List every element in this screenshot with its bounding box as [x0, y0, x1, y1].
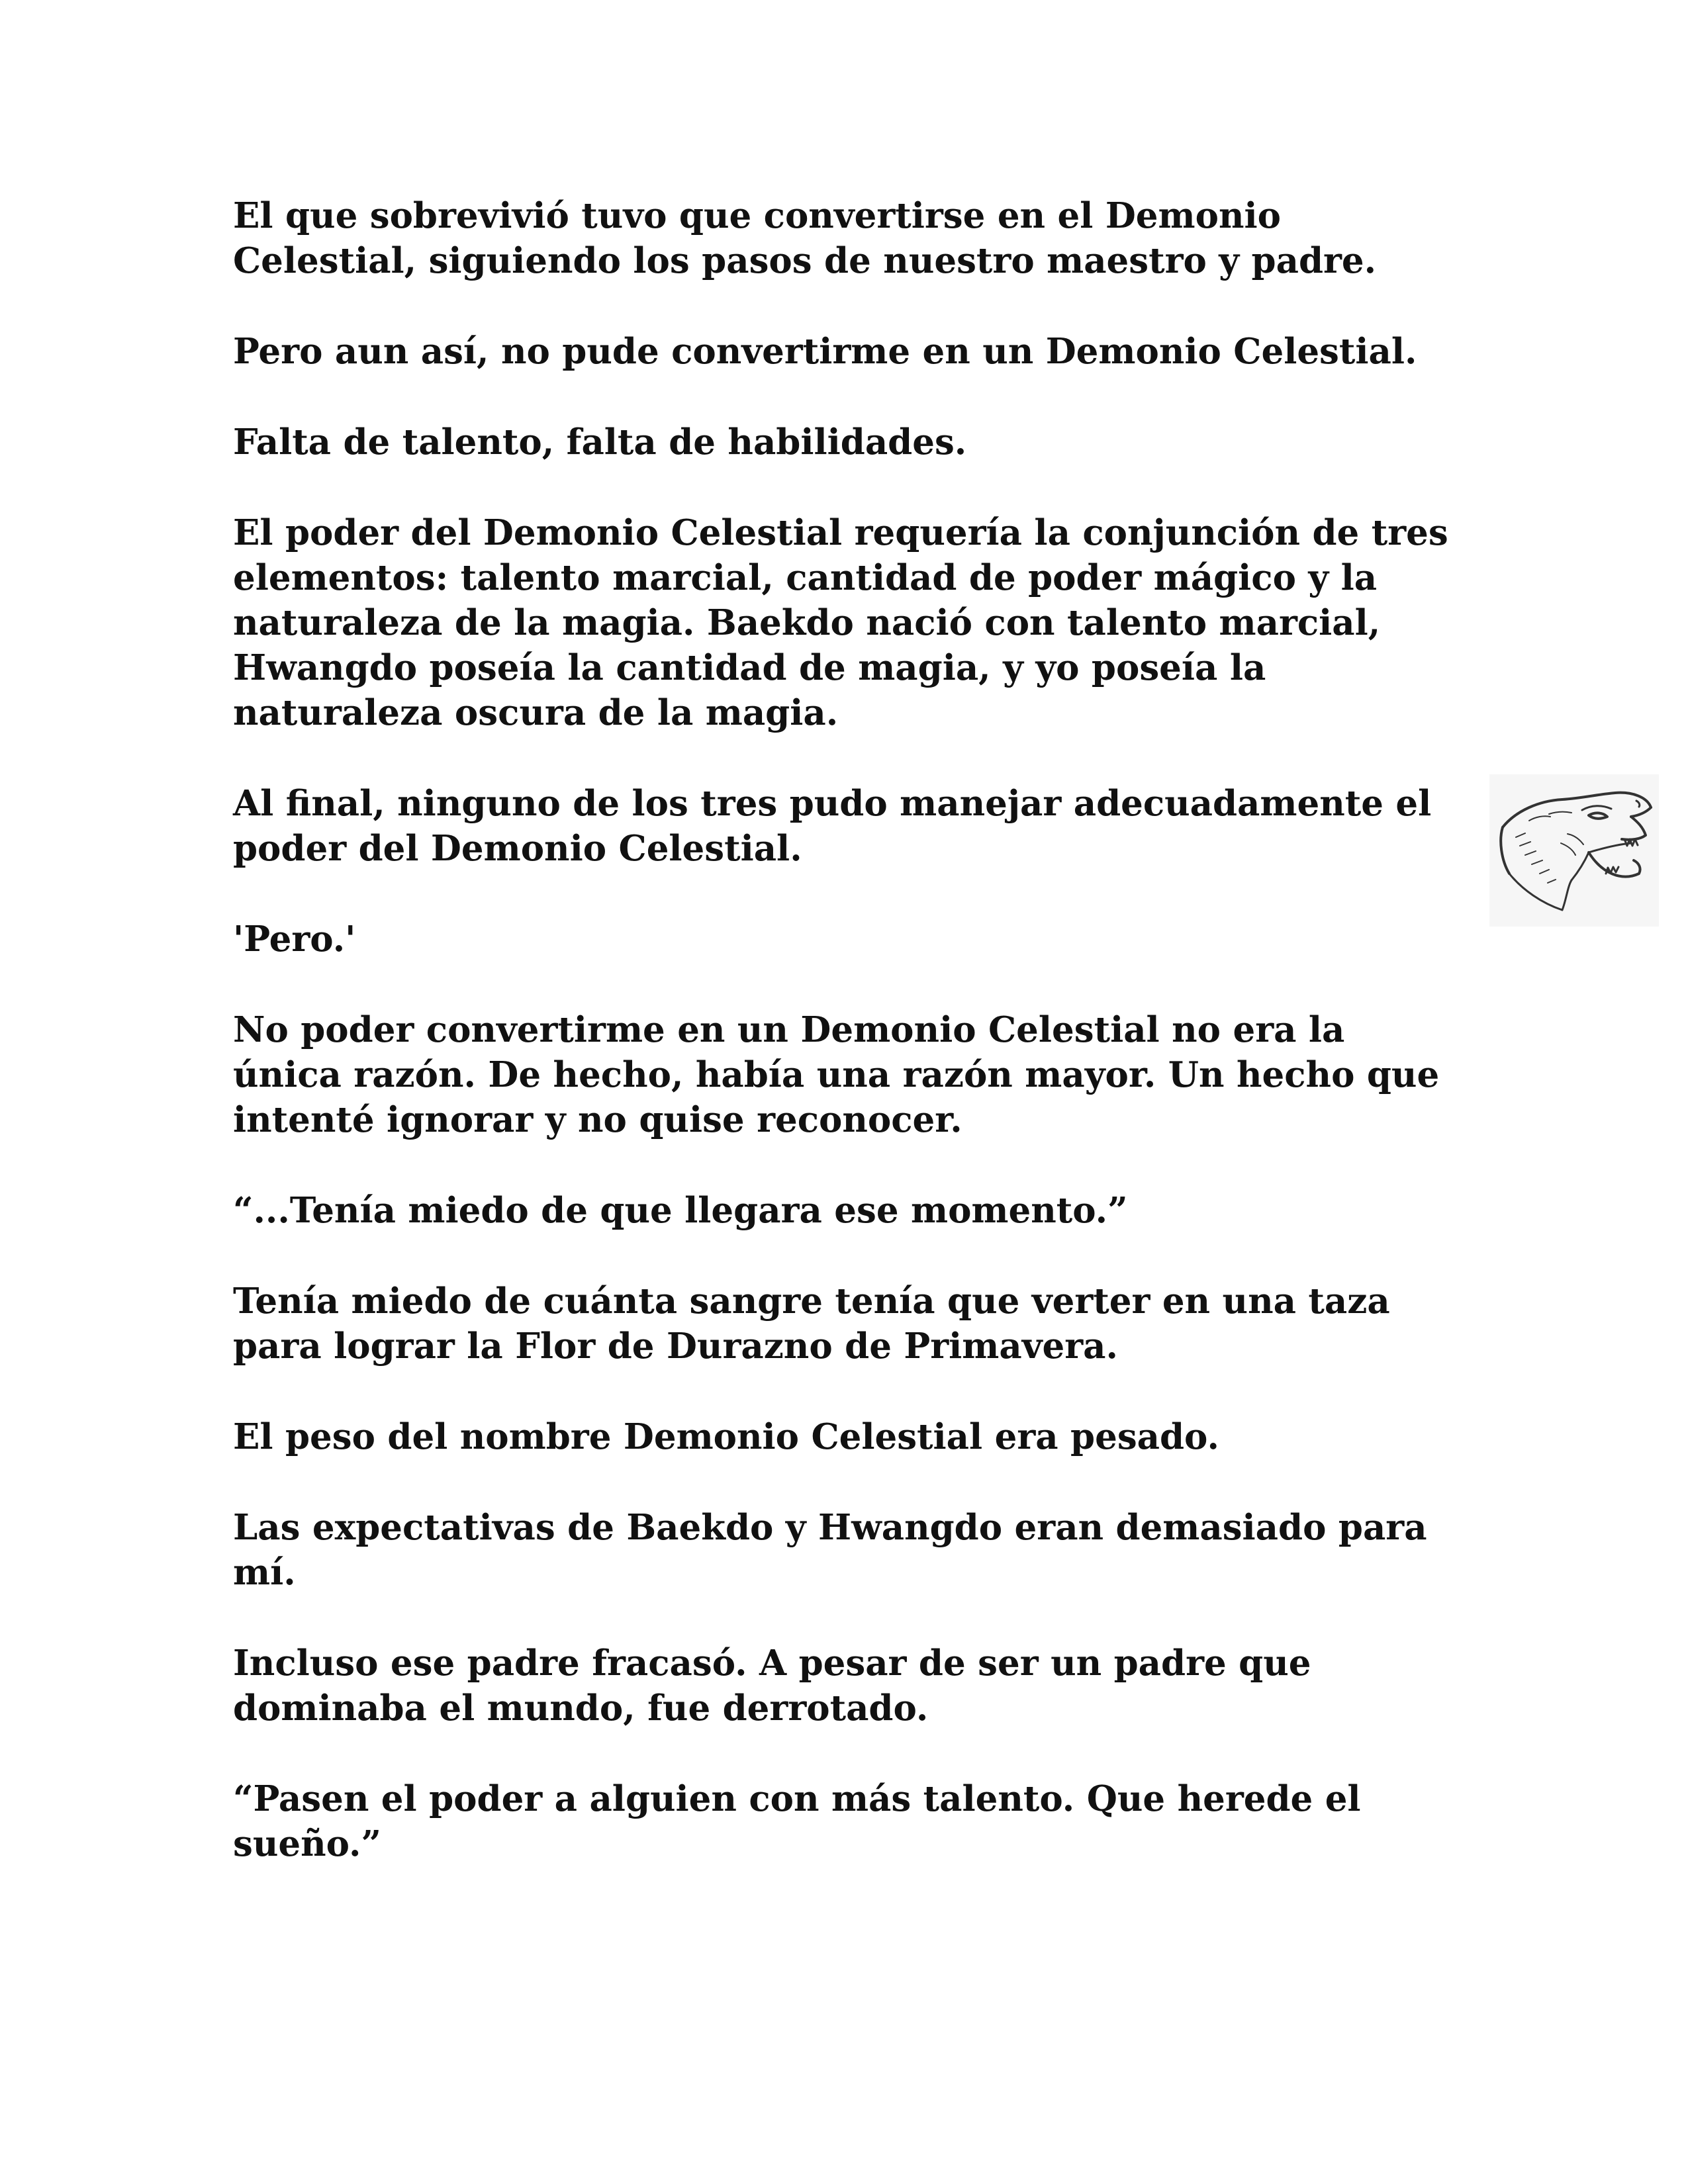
paragraph: El peso del nombre Demonio Celestial era pesado. — [233, 1416, 1219, 1457]
paragraph: Incluso ese padre fracasó. A pesar de ser un padre que dominaba el mundo, fue derrotado. — [233, 1643, 1311, 1729]
paragraph: El que sobrevivió tuvo que convertirse en el Demonio Celestial, siguiendo los pasos de nuestro maestro y padre. — [233, 195, 1377, 281]
paragraph: “Pasen el poder a alguien con más talento. Que herede el sueño.” — [233, 1778, 1361, 1864]
paragraph: No poder convertirme en un Demonio Celestial no era la única razón. De hecho, había una razón mayor. Un hecho que intenté ignorar y no quise reconocer. — [233, 1009, 1440, 1140]
paragraph: Las expectativas de Baekdo y Hwangdo eran demasiado para mí. — [233, 1507, 1427, 1593]
paragraph: Al final, ninguno de los tres pudo manejar adecuadamente el poder del Demonio Celestial. — [233, 783, 1432, 869]
paragraph: Falta de talento, falta de habilidades. — [233, 422, 967, 463]
paragraph: 'Pero.' — [233, 919, 356, 960]
paragraph: Tenía miedo de cuánta sangre tenía que verter en una taza para lograr la Flor de Durazno de Primavera. — [233, 1281, 1390, 1367]
paragraph: Pero aun así, no pude convertirme en un Demonio Celestial. — [233, 331, 1417, 372]
dinosaur-head-icon — [1489, 774, 1659, 927]
paragraph: El poder del Demonio Celestial requería la conjunción de tres elementos: talento marcial, cantidad de poder mágico y la naturaleza de la magia. Baekdo nació con talento marcial, Hwangdo poseía la cantidad de magia, y yo poseía la naturaleza oscura de la magia. — [233, 512, 1448, 733]
paragraph: “...Tenía miedo de que llegara ese momento.” — [233, 1190, 1128, 1231]
document-body — [233, 193, 1491, 1912]
